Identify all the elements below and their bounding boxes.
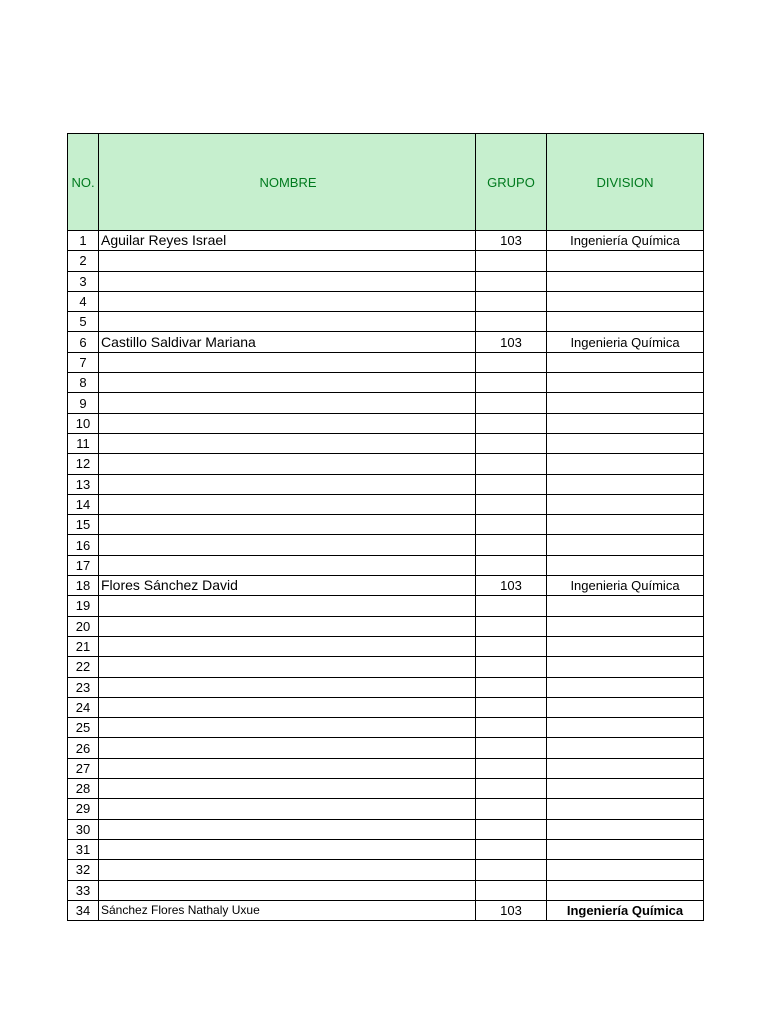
row-number: 12 bbox=[68, 454, 99, 474]
row-grupo bbox=[476, 697, 547, 717]
row-number: 28 bbox=[68, 779, 99, 799]
row-grupo bbox=[476, 596, 547, 616]
row-grupo bbox=[476, 433, 547, 453]
row-grupo bbox=[476, 312, 547, 332]
table-row bbox=[68, 271, 704, 291]
row-number: 18 bbox=[68, 576, 99, 596]
row-grupo bbox=[476, 494, 547, 514]
row-number: 20 bbox=[68, 616, 99, 636]
row-nombre: Aguilar Reyes Israel bbox=[99, 231, 476, 251]
row-number: 6 bbox=[68, 332, 99, 352]
row-grupo bbox=[476, 657, 547, 677]
row-nombre bbox=[99, 393, 476, 413]
row-number: 13 bbox=[68, 474, 99, 494]
row-grupo bbox=[476, 413, 547, 433]
table-row bbox=[68, 758, 704, 778]
row-number: 1 bbox=[68, 231, 99, 251]
table-row bbox=[68, 636, 704, 656]
row-division bbox=[547, 393, 704, 413]
row-division bbox=[547, 291, 704, 311]
table-row bbox=[68, 494, 704, 514]
row-nombre: Castillo Saldivar Mariana bbox=[99, 332, 476, 352]
row-grupo bbox=[476, 636, 547, 656]
row-grupo bbox=[476, 677, 547, 697]
row-grupo bbox=[476, 555, 547, 575]
row-number: 14 bbox=[68, 494, 99, 514]
row-number: 7 bbox=[68, 352, 99, 372]
row-number: 2 bbox=[68, 251, 99, 271]
row-division bbox=[547, 251, 704, 271]
row-nombre bbox=[99, 819, 476, 839]
row-division: Ingenieria Química bbox=[547, 332, 704, 352]
row-number: 22 bbox=[68, 657, 99, 677]
row-number: 23 bbox=[68, 677, 99, 697]
row-number: 16 bbox=[68, 535, 99, 555]
table-row bbox=[68, 839, 704, 859]
header-nombre: NOMBRE bbox=[99, 134, 476, 231]
row-grupo bbox=[476, 373, 547, 393]
row-nombre bbox=[99, 616, 476, 636]
row-division bbox=[547, 494, 704, 514]
table-row bbox=[68, 616, 704, 636]
row-grupo: 103 bbox=[476, 576, 547, 596]
table-row bbox=[68, 535, 704, 555]
table-row bbox=[68, 657, 704, 677]
row-grupo bbox=[476, 819, 547, 839]
row-division bbox=[547, 677, 704, 697]
row-nombre bbox=[99, 799, 476, 819]
row-grupo bbox=[476, 271, 547, 291]
row-number: 11 bbox=[68, 433, 99, 453]
row-division bbox=[547, 373, 704, 393]
table-row bbox=[68, 454, 704, 474]
row-nombre bbox=[99, 312, 476, 332]
row-number: 25 bbox=[68, 718, 99, 738]
row-nombre bbox=[99, 291, 476, 311]
row-division bbox=[547, 271, 704, 291]
row-grupo bbox=[476, 839, 547, 859]
table-row bbox=[68, 738, 704, 758]
row-division bbox=[547, 535, 704, 555]
row-grupo bbox=[476, 738, 547, 758]
row-number: 31 bbox=[68, 839, 99, 859]
row-grupo bbox=[476, 291, 547, 311]
row-number: 4 bbox=[68, 291, 99, 311]
row-grupo bbox=[476, 474, 547, 494]
row-nombre bbox=[99, 454, 476, 474]
row-nombre: Sánchez Flores Nathaly Uxue bbox=[99, 900, 476, 920]
student-list-table bbox=[67, 133, 704, 921]
row-number: 34 bbox=[68, 900, 99, 920]
table-row bbox=[68, 515, 704, 535]
row-nombre bbox=[99, 677, 476, 697]
table-row bbox=[68, 555, 704, 575]
table-row bbox=[68, 697, 704, 717]
table-row bbox=[68, 474, 704, 494]
row-number: 3 bbox=[68, 271, 99, 291]
row-division bbox=[547, 657, 704, 677]
row-grupo bbox=[476, 758, 547, 778]
table-row bbox=[68, 251, 704, 271]
table-row bbox=[68, 799, 704, 819]
row-grupo bbox=[476, 515, 547, 535]
row-number: 21 bbox=[68, 636, 99, 656]
row-nombre bbox=[99, 758, 476, 778]
row-nombre bbox=[99, 271, 476, 291]
row-division bbox=[547, 474, 704, 494]
row-division bbox=[547, 697, 704, 717]
header-row bbox=[68, 134, 704, 231]
row-division bbox=[547, 779, 704, 799]
row-number: 5 bbox=[68, 312, 99, 332]
table-row bbox=[68, 231, 704, 251]
row-grupo bbox=[476, 799, 547, 819]
table-row bbox=[68, 312, 704, 332]
row-division bbox=[547, 312, 704, 332]
row-division bbox=[547, 738, 704, 758]
table-row bbox=[68, 779, 704, 799]
row-grupo bbox=[476, 535, 547, 555]
row-division bbox=[547, 352, 704, 372]
row-number: 27 bbox=[68, 758, 99, 778]
row-nombre bbox=[99, 494, 476, 514]
row-number: 29 bbox=[68, 799, 99, 819]
table-row bbox=[68, 393, 704, 413]
row-nombre bbox=[99, 697, 476, 717]
row-nombre bbox=[99, 718, 476, 738]
header-no: NO. bbox=[68, 134, 99, 231]
table-row bbox=[68, 373, 704, 393]
row-number: 17 bbox=[68, 555, 99, 575]
header-grupo: GRUPO bbox=[476, 134, 547, 231]
row-grupo bbox=[476, 616, 547, 636]
row-division bbox=[547, 454, 704, 474]
row-number: 8 bbox=[68, 373, 99, 393]
row-nombre bbox=[99, 535, 476, 555]
row-division: Ingeniería Química bbox=[547, 231, 704, 251]
row-nombre bbox=[99, 839, 476, 859]
table-row bbox=[68, 576, 704, 596]
row-grupo bbox=[476, 393, 547, 413]
row-grupo bbox=[476, 454, 547, 474]
header-division: DIVISION bbox=[547, 134, 704, 231]
row-nombre bbox=[99, 596, 476, 616]
row-grupo bbox=[476, 251, 547, 271]
row-number: 32 bbox=[68, 860, 99, 880]
row-number: 19 bbox=[68, 596, 99, 616]
row-nombre bbox=[99, 880, 476, 900]
table-row bbox=[68, 332, 704, 352]
table-row bbox=[68, 596, 704, 616]
table-row bbox=[68, 718, 704, 738]
row-grupo: 103 bbox=[476, 231, 547, 251]
table-row bbox=[68, 819, 704, 839]
row-grupo bbox=[476, 779, 547, 799]
row-nombre bbox=[99, 433, 476, 453]
row-nombre bbox=[99, 657, 476, 677]
row-division bbox=[547, 433, 704, 453]
row-nombre bbox=[99, 474, 476, 494]
row-number: 9 bbox=[68, 393, 99, 413]
row-number: 24 bbox=[68, 697, 99, 717]
row-division bbox=[547, 839, 704, 859]
row-grupo bbox=[476, 860, 547, 880]
row-division bbox=[547, 596, 704, 616]
row-grupo: 103 bbox=[476, 900, 547, 920]
row-division bbox=[547, 860, 704, 880]
table-row bbox=[68, 413, 704, 433]
row-division: Ingenieria Química bbox=[547, 576, 704, 596]
table-row bbox=[68, 860, 704, 880]
row-nombre: Flores Sánchez David bbox=[99, 576, 476, 596]
row-nombre bbox=[99, 251, 476, 271]
row-nombre bbox=[99, 413, 476, 433]
table-row bbox=[68, 900, 704, 920]
row-division bbox=[547, 880, 704, 900]
table-row bbox=[68, 677, 704, 697]
row-division bbox=[547, 819, 704, 839]
row-nombre bbox=[99, 352, 476, 372]
row-grupo bbox=[476, 880, 547, 900]
row-nombre bbox=[99, 860, 476, 880]
row-grupo bbox=[476, 352, 547, 372]
row-nombre bbox=[99, 555, 476, 575]
row-division bbox=[547, 758, 704, 778]
row-division bbox=[547, 799, 704, 819]
row-division bbox=[547, 636, 704, 656]
row-division bbox=[547, 515, 704, 535]
row-number: 15 bbox=[68, 515, 99, 535]
row-number: 26 bbox=[68, 738, 99, 758]
table-row bbox=[68, 433, 704, 453]
row-number: 33 bbox=[68, 880, 99, 900]
row-number: 30 bbox=[68, 819, 99, 839]
row-grupo: 103 bbox=[476, 332, 547, 352]
table-row bbox=[68, 880, 704, 900]
table-row bbox=[68, 352, 704, 372]
row-division: Ingeniería Química bbox=[547, 900, 704, 920]
row-nombre bbox=[99, 738, 476, 758]
row-nombre bbox=[99, 515, 476, 535]
row-nombre bbox=[99, 779, 476, 799]
row-grupo bbox=[476, 718, 547, 738]
row-division bbox=[547, 616, 704, 636]
row-division bbox=[547, 718, 704, 738]
row-number: 10 bbox=[68, 413, 99, 433]
row-nombre bbox=[99, 373, 476, 393]
row-division bbox=[547, 555, 704, 575]
row-nombre bbox=[99, 636, 476, 656]
row-division bbox=[547, 413, 704, 433]
table-row bbox=[68, 291, 704, 311]
